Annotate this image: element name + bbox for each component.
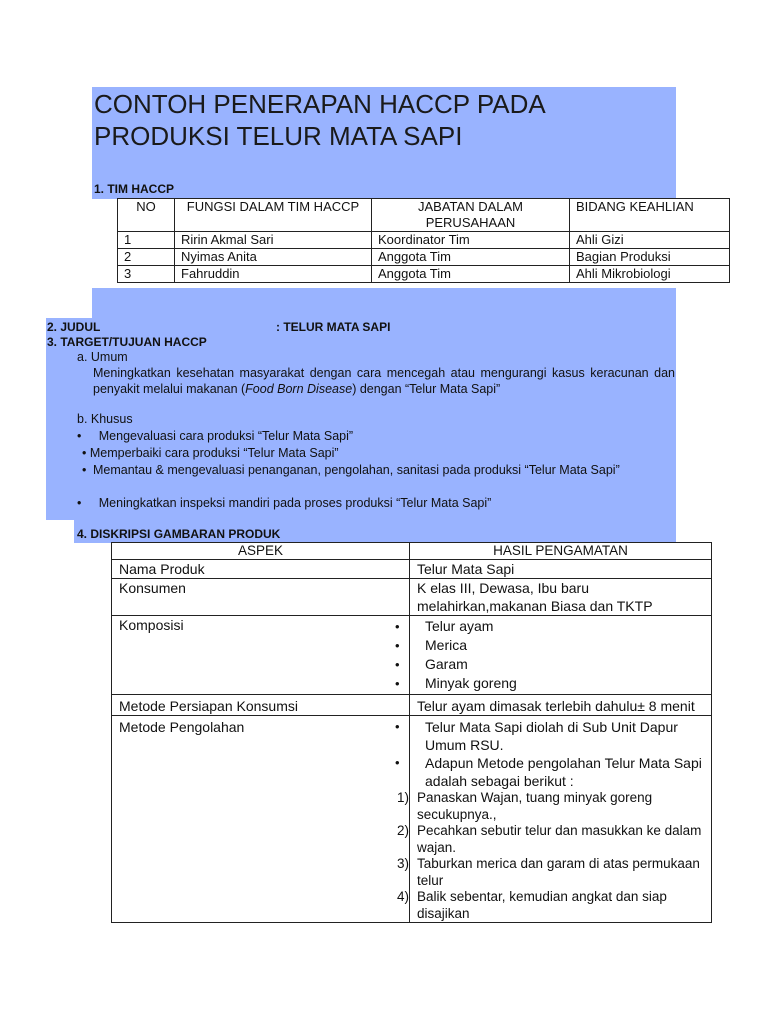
table-row: [112, 695, 712, 716]
team-table-header: [118, 199, 730, 232]
table-row: [118, 266, 730, 283]
cell-name: Ririn Akmal Sari: [175, 232, 372, 249]
list-item: • Merica: [417, 636, 705, 655]
komposisi-list: [417, 617, 705, 693]
list-item: • Telur ayam: [417, 617, 705, 636]
list-item: 1) Panaskan Wajan, tuang minyak goreng secukupnya.,: [397, 790, 653, 822]
nama-produk-value: Telur Mata Sapi: [410, 560, 712, 579]
pengolahan-steps: [397, 790, 705, 922]
table-row: [112, 716, 712, 923]
table-row: [118, 232, 730, 249]
cell-expertise: Ahli Mikrobiologi: [570, 266, 730, 283]
nama-produk-label: Nama Produk: [112, 560, 410, 579]
umum-label: a. Umum: [77, 350, 128, 364]
table-row: [112, 616, 712, 695]
khusus-item-4: • Meningkatkan inspeksi mandiri pada proses produksi “Telur Mata Sapi”: [77, 496, 492, 510]
persiapan-value: Telur ayam dimasak terlebih dahulu± 8 menit: [410, 695, 712, 716]
cell-expertise: Bagian Produksi: [570, 249, 730, 266]
list-item: 2) Pecahkan sebutir telur dan masukkan ke dalam wajan.: [397, 823, 702, 855]
pengolahan-label: Metode Pengolahan: [112, 716, 410, 923]
cell-expertise: Ahli Gizi: [570, 232, 730, 249]
section-2-label: 2. JUDUL: [47, 320, 101, 334]
cell-name: Fahruddin: [175, 266, 372, 283]
header-fungsi: FUNGSI DALAM TIM HACCP: [175, 199, 372, 232]
header-aspek: ASPEK: [112, 543, 410, 560]
cell-name: Nyimas Anita: [175, 249, 372, 266]
section-2-value: : TELUR MATA SAPI: [276, 320, 391, 334]
umum-text: Meningkatkan kesehatan masyarakat dengan cara mencegah atau mengurangi kasus keracunan dan penyakit melalui makanan (Food Born Disease) dengan “Telur Mata Sapi”: [93, 366, 675, 396]
cell-no: 2: [118, 249, 175, 266]
product-table: [111, 542, 712, 923]
list-item: • Adapun Metode pengolahan Telur Mata Sapi adalah sebagai berikut :: [417, 754, 705, 790]
header-jabatan: JABATAN DALAM PERUSAHAAN: [372, 199, 570, 232]
cell-no: 1: [118, 232, 175, 249]
khusus-item-1: • Mengevaluasi cara produksi “Telur Mata Sapi”: [77, 429, 354, 443]
page-title: [94, 88, 546, 152]
cell-position: Koordinator Tim: [372, 232, 570, 249]
komposisi-label: Komposisi: [112, 616, 410, 695]
khusus-label: b. Khusus: [77, 412, 133, 426]
cell-no: 3: [118, 266, 175, 283]
konsumen-value: K elas III, Dewasa, Ibu baru melahirkan,makanan Biasa dan TKTP: [410, 579, 712, 616]
section-1-heading: 1. TIM HACCP: [94, 182, 175, 196]
header-hasil: HASIL PENGAMATAN: [410, 543, 712, 560]
product-table-header: [112, 543, 712, 560]
table-row: [112, 579, 712, 616]
khusus-item-2: • Memperbaiki cara produksi “Telur Mata Sapi”: [82, 446, 339, 460]
team-table: [117, 198, 730, 283]
konsumen-label: Konsumen: [112, 579, 410, 616]
title-line-2: PRODUKSI TELUR MATA SAPI: [94, 121, 463, 151]
table-row: [112, 560, 712, 579]
list-item: • Garam: [417, 655, 705, 674]
persiapan-label: Metode Persiapan Konsumsi: [112, 695, 410, 716]
list-item: 3) Taburkan merica dan garam di atas permukaan telur: [397, 856, 700, 888]
body-highlight-top: [92, 288, 676, 320]
header-bidang: BIDANG KEAHLIAN: [570, 199, 730, 232]
section-4-heading: 4. DISKRIPSI GAMBARAN PRODUK: [77, 527, 281, 541]
title-line-1: CONTOH PENERAPAN HACCP PADA: [94, 89, 546, 119]
table-row: [118, 249, 730, 266]
list-item: 4) Balik sebentar, kemudian angkat dan siap disajikan: [397, 889, 667, 921]
pengolahan-bullets: [417, 718, 705, 790]
list-item: • Minyak goreng: [417, 674, 705, 693]
khusus-item-3: • Memantau & mengevaluasi penanganan, pengolahan, sanitasi pada produksi “Telur Mata Sapi”: [82, 463, 620, 477]
section-3-heading: 3. TARGET/TUJUAN HACCP: [47, 335, 207, 349]
cell-position: Anggota Tim: [372, 266, 570, 283]
food-born-disease-term: Food Born Disease: [245, 382, 353, 396]
list-item: • Telur Mata Sapi diolah di Sub Unit Dapur Umum RSU.: [417, 718, 705, 754]
header-no: NO: [118, 199, 175, 232]
cell-position: Anggota Tim: [372, 249, 570, 266]
